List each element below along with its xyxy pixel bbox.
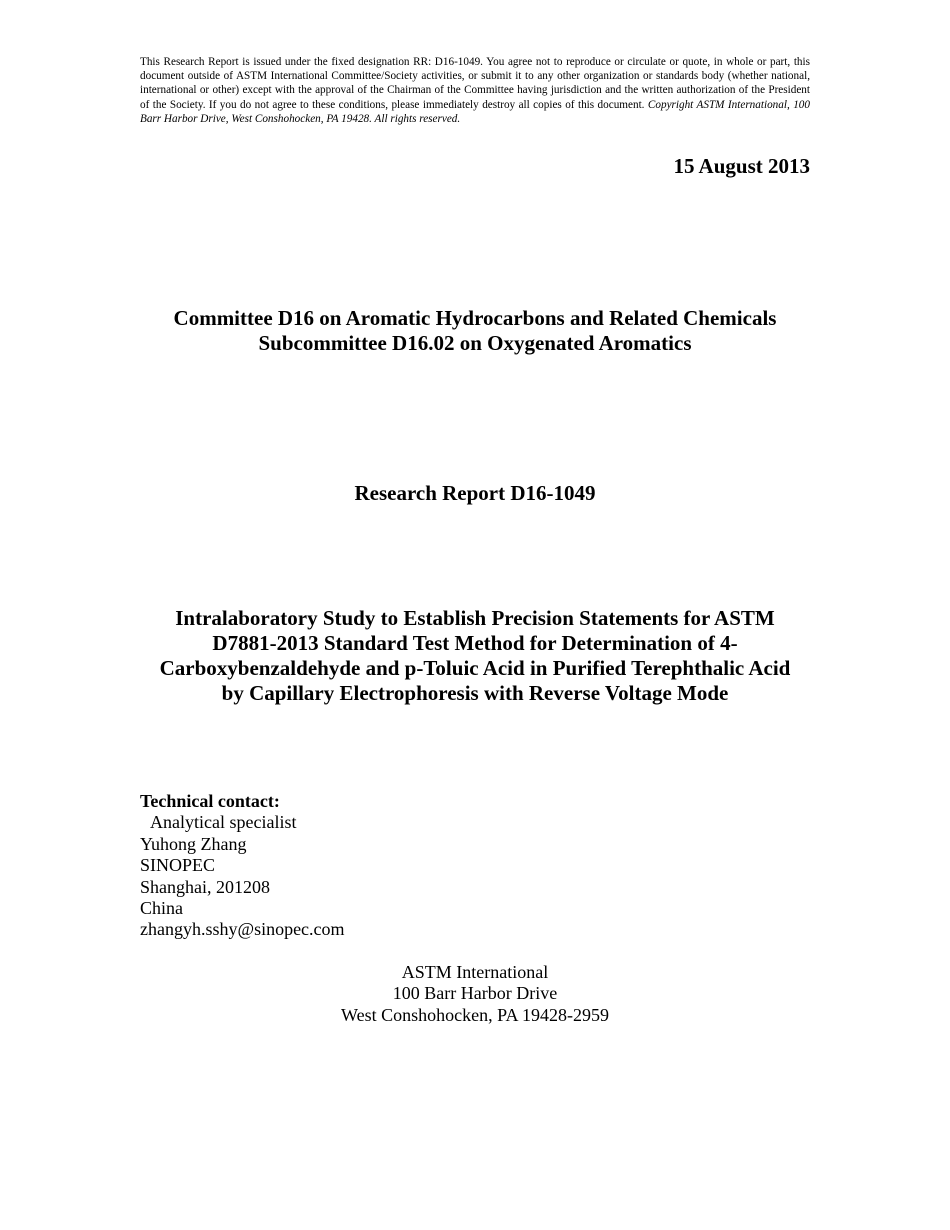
address-line: ASTM International	[401, 962, 549, 982]
contact-city: Shanghai, 201208	[140, 876, 270, 897]
notice-copyright: Copyright ASTM International, 100 Barr Harbor Drive, West Conshohocken, PA 19428. All rights reserved.	[140, 98, 810, 125]
committee-name: Committee D16 on Aromatic Hydrocarbons and Related Chemicals	[173, 306, 777, 330]
address-line: 100 Barr Harbor Drive	[392, 983, 558, 1004]
title-line: D7881-2013 Standard Test Method for Determination of 4-	[212, 631, 738, 655]
report-date: 15 August 2013	[673, 154, 810, 178]
address-line: West Conshohocken, PA 19428-2959	[341, 1004, 609, 1025]
astm-address	[140, 962, 810, 1026]
contact-country: China	[140, 898, 183, 919]
committee-heading	[140, 306, 810, 356]
title-line: Intralaboratory Study to Establish Precision Statements for ASTM	[175, 606, 775, 630]
notice-text: This Research Report is issued under the fixed designation RR: D16-1049. You agree not to reproduce or circulate or quote, in whole or part, this document outside of ASTM International Committee/Society activities, or submit it to any other organization or standards body (whether national, international or other) except with the approval of the Chairman of the Committee having jurisdiction and the written authorization of the President of the Society. If you do not agree to these conditions, please immediately destroy all copies of this document.	[140, 56, 810, 111]
title-line: Carboxybenzaldehyde and p-Toluic Acid in Purified Terephthalic Acid	[159, 656, 791, 680]
contact-name: Yuhong Zhang	[140, 833, 247, 854]
contact-organization: SINOPEC	[140, 855, 216, 876]
report-number: Research Report D16-1049	[354, 481, 596, 505]
copyright-notice	[140, 55, 810, 126]
contact-label: Technical contact:	[140, 791, 280, 811]
report-title	[140, 606, 810, 706]
contact-email: zhangyh.sshy@sinopec.com	[140, 919, 345, 940]
technical-contact	[140, 791, 345, 941]
subcommittee-name: Subcommittee D16.02 on Oxygenated Aromatics	[258, 331, 692, 355]
contact-role: Analytical specialist	[150, 812, 297, 833]
title-line: by Capillary Electrophoresis with Reverse Voltage Mode	[221, 681, 729, 705]
